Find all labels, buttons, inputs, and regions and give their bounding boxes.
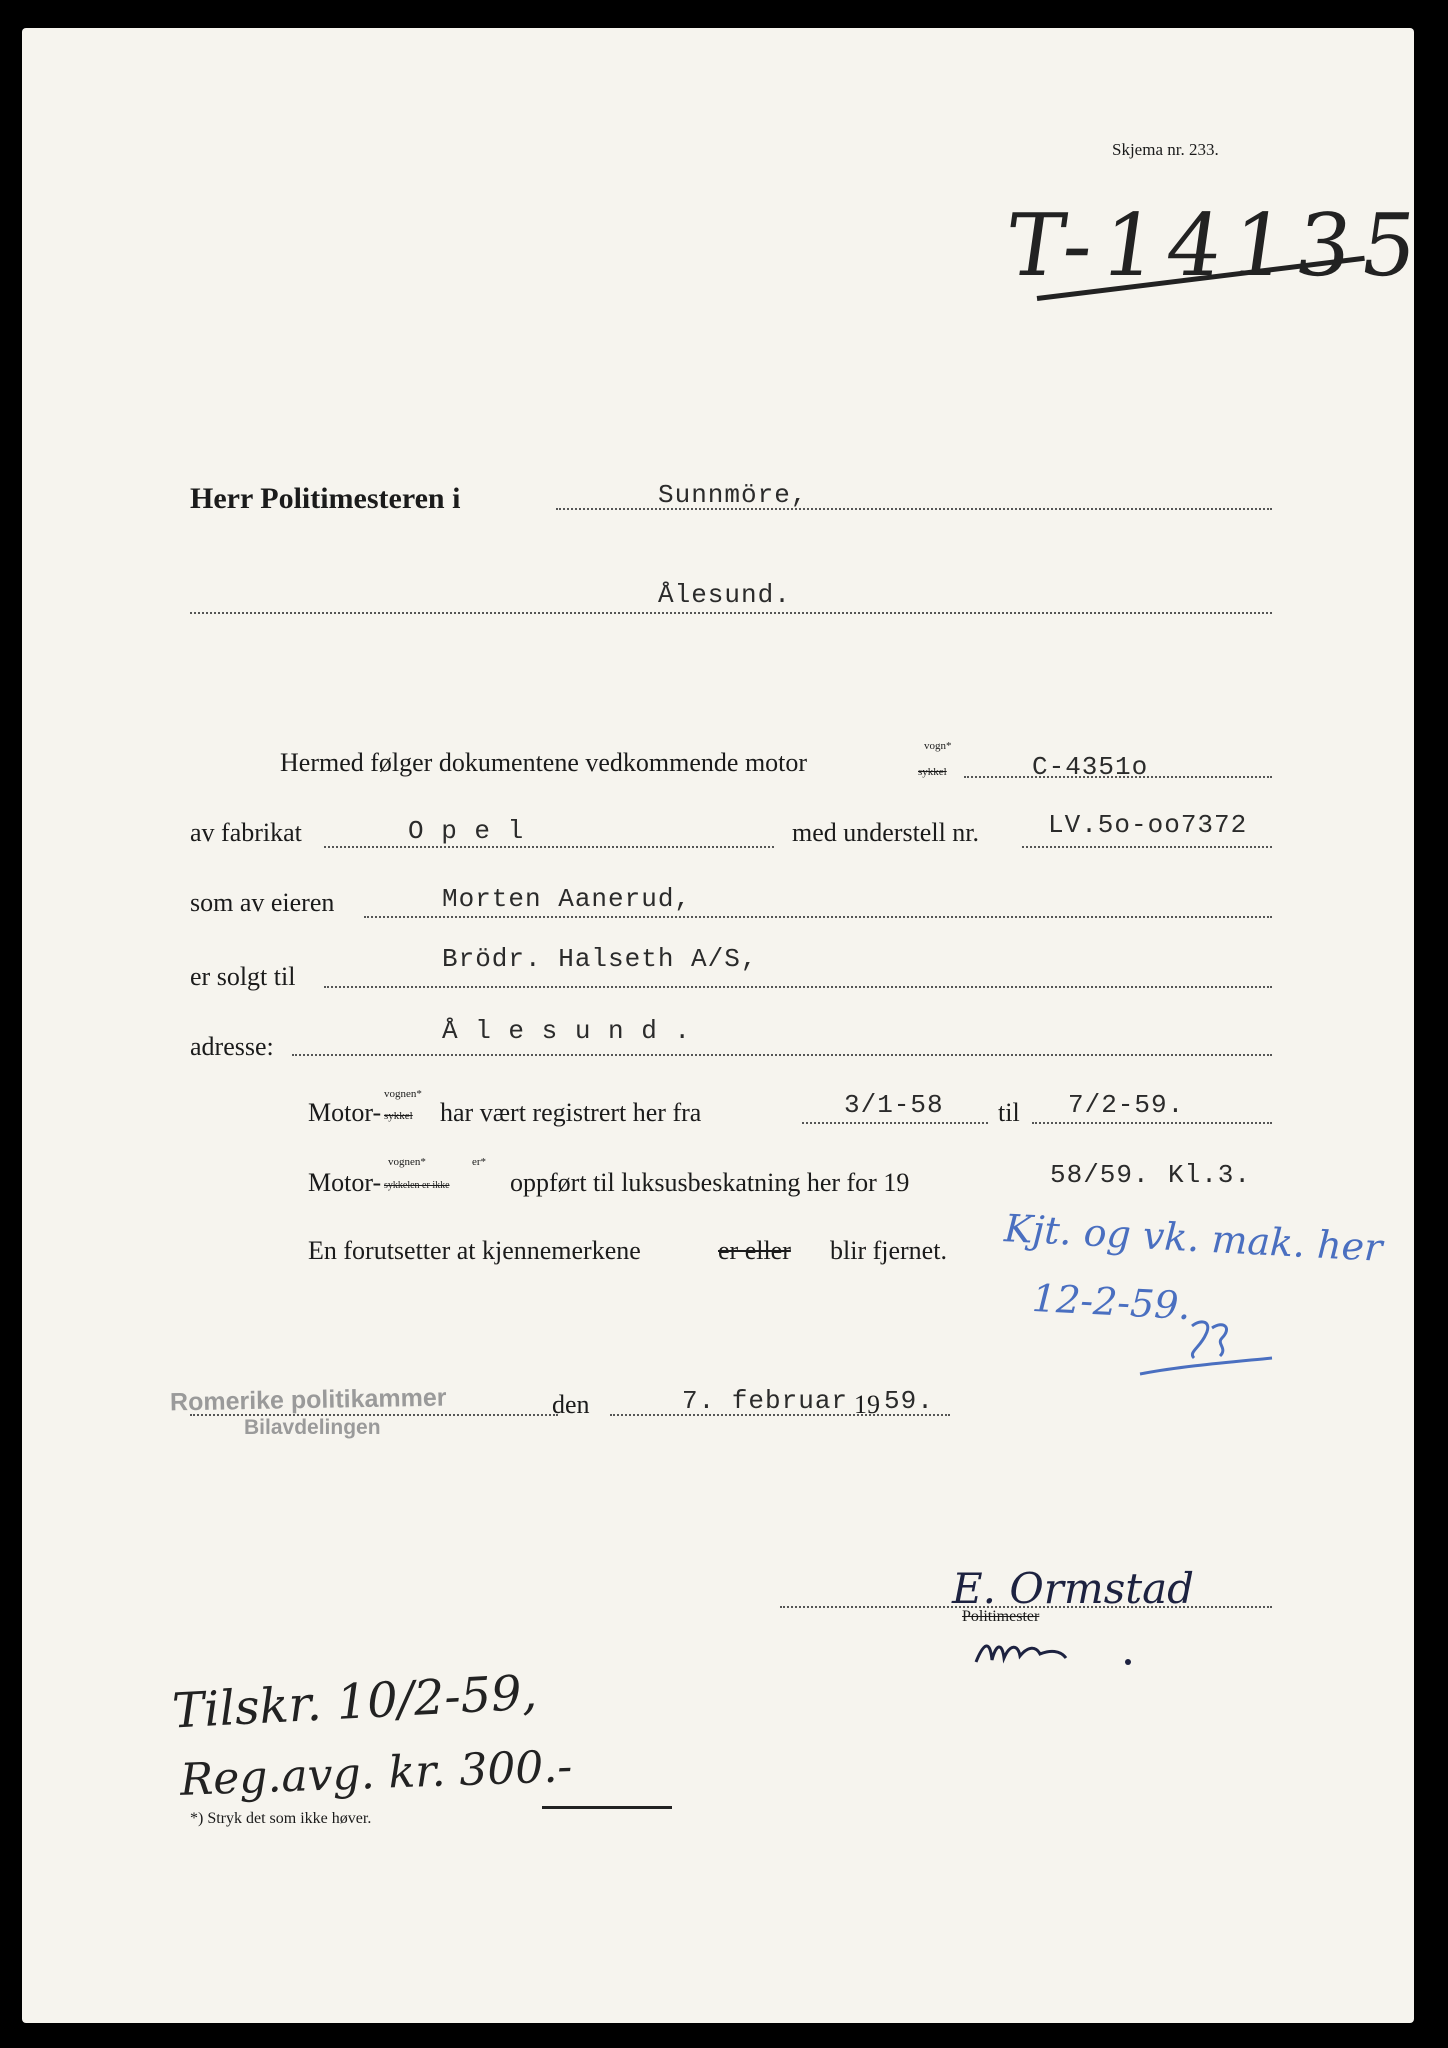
tax-line-text: oppført til luksusbeskatning her for 19	[510, 1168, 910, 1197]
reg-above: vognen*	[384, 1088, 422, 1100]
tax-struck: sykkelen er ikke	[384, 1180, 450, 1191]
reg-line-prefix: Motor-	[308, 1098, 382, 1127]
city-value: Ålesund.	[658, 580, 791, 610]
intro-text: Hermed følger dokumentene vedkommende motor	[280, 748, 808, 777]
plates-line-b: blir fjernet.	[830, 1236, 947, 1265]
tax-years: 58/59.	[1050, 1160, 1150, 1190]
bottom-note-line-1: Tilskr. 10/2-59,	[170, 1664, 539, 1740]
tax-above-2: er*	[472, 1156, 487, 1168]
owner-value: Morten Aanerud,	[442, 884, 692, 914]
sold-to-line	[324, 986, 1272, 988]
make-label: av fabrikat	[190, 818, 302, 847]
reg-line-text: har vært registrert her fra	[440, 1098, 702, 1127]
signature-title-struck: Politimester	[962, 1608, 1040, 1625]
footnote: *) Stryk det som ikke høver.	[190, 1810, 372, 1827]
date-label: den	[552, 1390, 590, 1419]
reg-to: 7/2-59.	[1068, 1090, 1185, 1120]
registration-no: C-4351o	[1032, 752, 1149, 782]
plates-struck: er eller	[718, 1236, 791, 1265]
bottom-note-line-2: Reg.avg. kr. 300.-	[179, 1741, 573, 1806]
owner-label: som av eieren	[190, 888, 335, 917]
owner-line	[364, 916, 1272, 918]
stamp-line-1: Romerike politikammer	[169, 1383, 447, 1417]
tax-line-prefix: Motor-	[308, 1168, 382, 1197]
address-label: adresse:	[190, 1032, 274, 1061]
place-line	[190, 1414, 558, 1416]
signature-flourish	[970, 1632, 1150, 1672]
stamp-line-2: Bilavdelingen	[244, 1416, 381, 1439]
tax-above-1: vognen*	[388, 1156, 426, 1168]
district-value: Sunnmöre,	[658, 480, 808, 510]
reg-from-line	[802, 1122, 988, 1124]
signature-name: E. Ormstad	[952, 1564, 1195, 1613]
tax-class: Kl.3.	[1168, 1160, 1252, 1190]
blue-note-line-2: 12-2-59.	[1030, 1275, 1192, 1329]
city-line	[190, 612, 1272, 614]
salutation: Herr Politimesteren i	[190, 482, 461, 515]
blue-initials-mark	[1132, 1308, 1292, 1388]
date-value: 7. februar	[682, 1386, 849, 1416]
reg-from: 3/1-58	[844, 1090, 944, 1120]
date-year: 59.	[884, 1386, 934, 1416]
document-page	[22, 28, 1433, 2023]
reg-struck: sykkel	[384, 1110, 413, 1122]
vehicle-word-struck: sykkel	[918, 766, 947, 778]
vehicle-word-above: vogn*	[924, 740, 952, 752]
date-year-prefix: 19	[854, 1390, 880, 1419]
address-value: Å l e s u n d .	[442, 1016, 692, 1046]
sold-to-value: Brödr. Halseth A/S,	[442, 944, 758, 974]
sold-to-label: er solgt til	[190, 962, 296, 991]
make-value: O p e l	[408, 816, 525, 846]
reg-to-label: til	[998, 1098, 1020, 1127]
chassis-label: med understell nr.	[792, 818, 980, 847]
plates-line-a: En forutsetter at kjennemerkene	[308, 1236, 641, 1265]
make-line	[324, 846, 774, 848]
blue-note-line-1: Kjt. og vk. mak. her	[1003, 1206, 1384, 1270]
bottom-note-underline	[542, 1806, 672, 1809]
file-reference-handwritten: T-14135	[999, 196, 1433, 296]
chassis-line	[1022, 846, 1272, 848]
address-line	[292, 1054, 1272, 1056]
reg-to-line	[1032, 1122, 1272, 1124]
chassis-value: LV.5o-oo7372	[1048, 810, 1248, 840]
form-number: Skjema nr. 233.	[1112, 140, 1219, 159]
